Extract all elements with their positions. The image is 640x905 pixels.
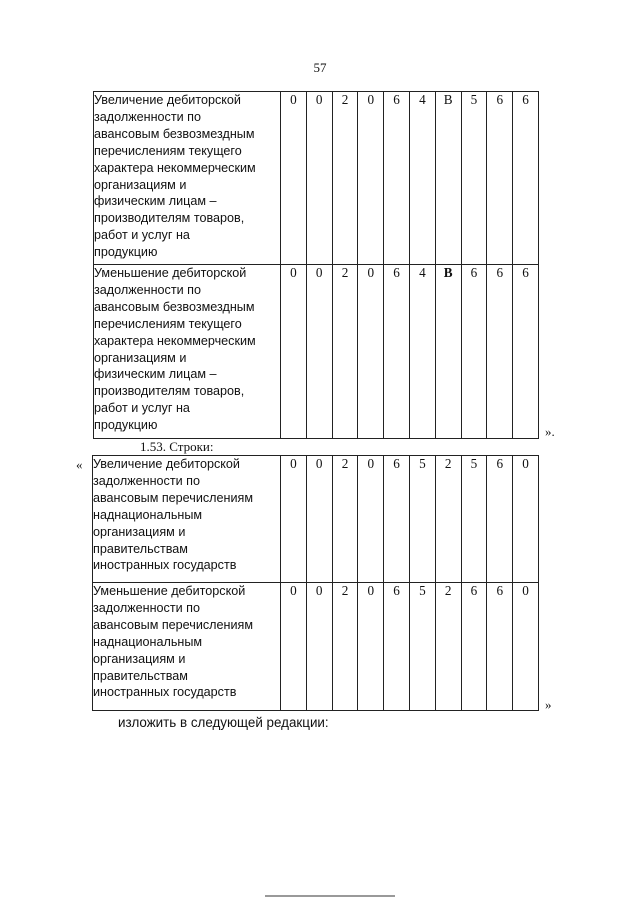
code-digit: 6 (461, 583, 487, 711)
row-label: Увеличение дебиторской задолженности по авансовым перечислениям наднациональным организациям и правительствам иностранных государств (93, 456, 281, 583)
closing-quote-1: ». (545, 424, 555, 439)
code-digit: 0 (358, 92, 384, 265)
code-digit: 2 (332, 265, 358, 439)
code-digit: 6 (487, 265, 513, 439)
code-digit: 6 (384, 456, 410, 583)
code-digit: 2 (435, 456, 461, 583)
code-table-1 (93, 91, 539, 439)
code-digit: 2 (332, 583, 358, 711)
section-caption: 1.53. Строки: (140, 439, 214, 454)
code-table-2 (92, 455, 539, 711)
row-label: Уменьшение дебиторской задолженности по авансовым перечислениям наднациональным организациям и правительствам иностранных государств (93, 583, 281, 711)
table-row (93, 456, 539, 583)
closing-text: изложить в следующей редакции: (118, 715, 329, 730)
code-digit: 0 (358, 265, 384, 439)
code-digit: 4 (409, 92, 435, 265)
table-row (94, 265, 539, 439)
code-digit: 2 (332, 92, 358, 265)
code-digit: 0 (281, 92, 307, 265)
code-digit: 6 (487, 583, 513, 711)
code-digit: 0 (281, 265, 307, 439)
code-digit: В (435, 92, 461, 265)
code-digit: 0 (281, 583, 307, 711)
code-digit: 6 (487, 92, 513, 265)
code-digit: 6 (513, 265, 539, 439)
code-digit: 2 (435, 583, 461, 711)
code-digit: 5 (461, 456, 487, 583)
table-row (93, 583, 539, 711)
code-digit: 0 (306, 583, 332, 711)
code-digit: 6 (513, 92, 539, 265)
code-digit: 0 (306, 92, 332, 265)
code-digit: 0 (281, 456, 307, 583)
code-digit: 6 (384, 92, 410, 265)
code-digit: 0 (306, 456, 332, 583)
code-digit: 6 (461, 265, 487, 439)
code-digit: 2 (332, 456, 358, 583)
code-digit: 0 (358, 583, 384, 711)
page-number: 57 (313, 60, 327, 75)
table-row (94, 92, 539, 265)
code-digit: 6 (487, 456, 513, 583)
code-digit: 4 (409, 265, 435, 439)
code-digit: 5 (409, 583, 435, 711)
row-label: Уменьшение дебиторской задолженности по авансовым безвозмездным перечислениям текущего характера некоммерческим организациям и физическим лицам – производителям товаров, работ и услуг на продукцию (94, 265, 281, 439)
code-digit: 0 (513, 456, 539, 583)
code-digit: 0 (513, 583, 539, 711)
code-digit: 0 (306, 265, 332, 439)
code-digit: 5 (409, 456, 435, 583)
code-digit: 0 (358, 456, 384, 583)
closing-quote-2: » (545, 697, 552, 712)
row-label: Увеличение дебиторской задолженности по авансовым безвозмездным перечислениям текущего характера некоммерческим организациям и физическим лицам – производителям товаров, работ и услуг на продукцию (94, 92, 281, 265)
code-digit: 5 (461, 92, 487, 265)
code-digit: 6 (384, 265, 410, 439)
scan-edge-line (265, 895, 395, 897)
code-digit: 6 (384, 583, 410, 711)
opening-quote-2: « (76, 457, 83, 472)
code-digit: В (435, 265, 461, 439)
